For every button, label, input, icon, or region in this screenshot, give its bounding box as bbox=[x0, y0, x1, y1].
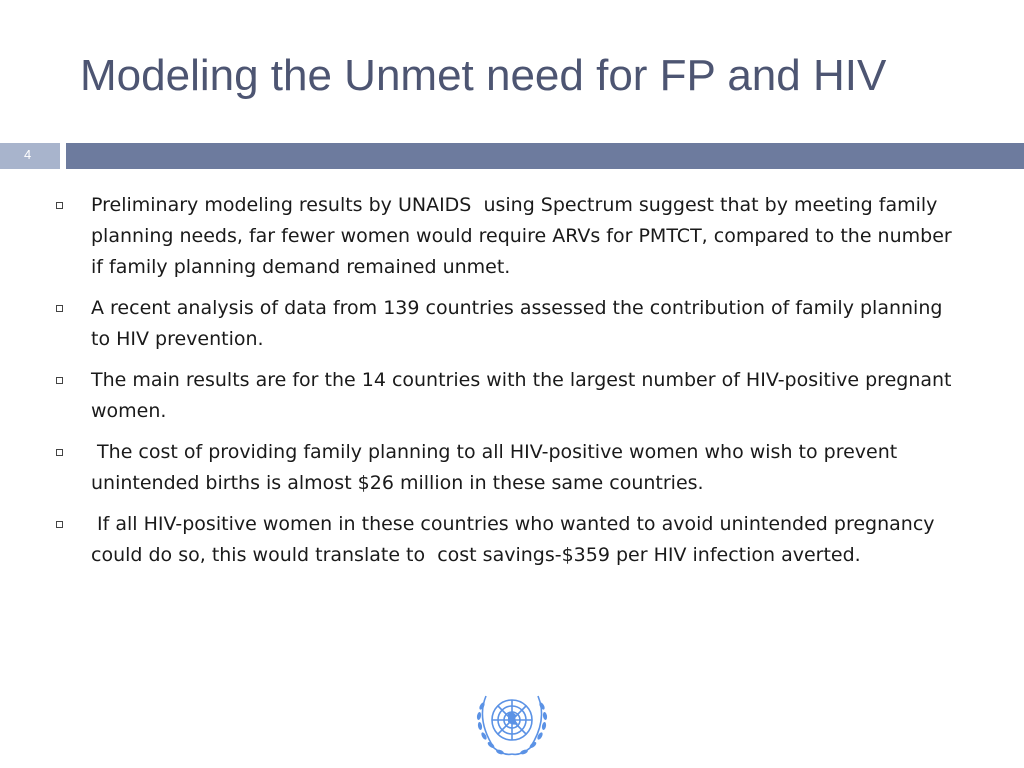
bullet-text: If all HIV-positive women in these countries who wanted to avoid unintended pregnancy could do so, this would translate to cost savings-$359 per HIV infection averted. bbox=[91, 513, 941, 566]
bullet-text: A recent analysis of data from 139 countries assessed the contribution of family planning to HIV prevention. bbox=[91, 297, 949, 350]
bullet-item bbox=[56, 437, 956, 499]
un-emblem-icon bbox=[468, 684, 556, 762]
slide-number: 4 bbox=[24, 147, 32, 162]
header-bar bbox=[66, 143, 1024, 169]
bullet-item bbox=[56, 509, 956, 571]
slide-number-box bbox=[0, 143, 60, 169]
bullet-text: Preliminary modeling results by UNAIDS using Spectrum suggest that by meeting family planning needs, far fewer women would require ARVs for PMTCT, compared to the number if family planning demand remained unmet. bbox=[91, 194, 958, 278]
bullet-square-icon bbox=[56, 521, 63, 528]
bullet-item bbox=[56, 365, 956, 427]
bullet-item bbox=[56, 293, 956, 355]
bullet-text: The cost of providing family planning to all HIV-positive women who wish to prevent unintended births is almost $26 million in these same countries. bbox=[91, 441, 904, 494]
bullet-list bbox=[56, 190, 956, 581]
header-bar-row bbox=[0, 143, 1024, 169]
bullet-square-icon bbox=[56, 377, 63, 384]
bullet-square-icon bbox=[56, 202, 63, 209]
bullet-square-icon bbox=[56, 449, 63, 456]
slide-title: Modeling the Unmet need for FP and HIV bbox=[80, 51, 887, 100]
bullet-item bbox=[56, 190, 956, 283]
bullet-text: The main results are for the 14 countries with the largest number of HIV-positive pregnant women. bbox=[91, 369, 958, 422]
bullet-square-icon bbox=[56, 305, 63, 312]
